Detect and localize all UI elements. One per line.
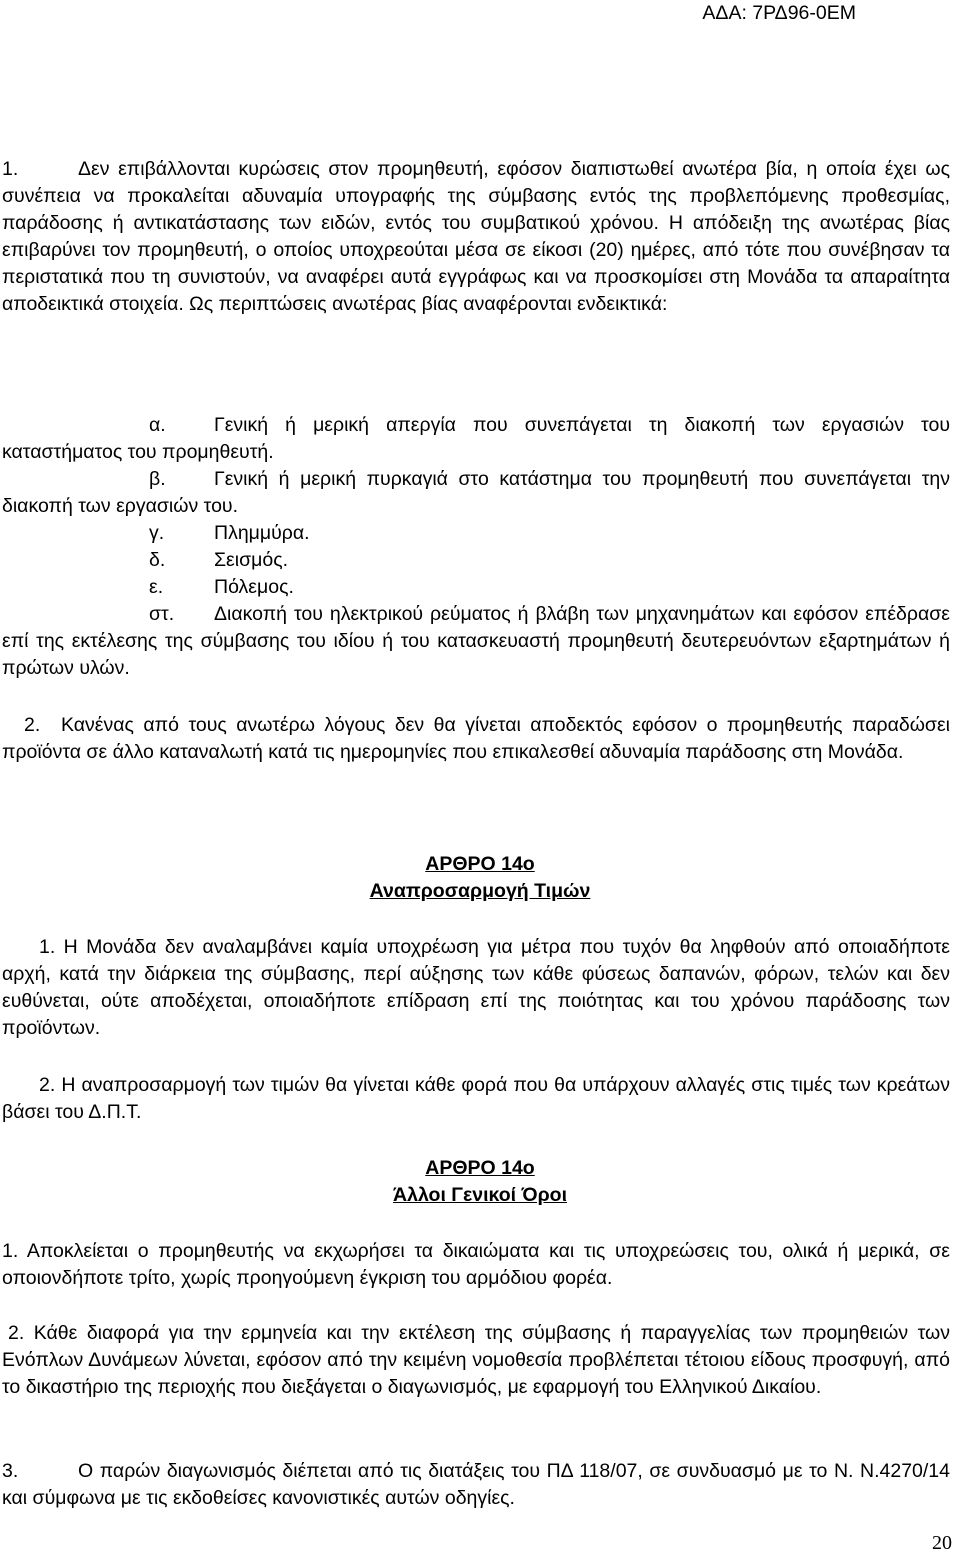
list-item-b [2,466,950,520]
article-general-paragraph-1: 1. Αποκλείεται ο προμηθευτής να εκχωρήσει τα δικαιώματα και τις υποχρεώσεις του, ολικά ή μερικά, σε οποιονδήποτε τρίτο, χωρίς προηγούμενη έγκριση του αρμόδιου φορέα. [2,1240,950,1289]
list-text: Γενική ή μερική πυρκαγιά στο κατάστημα του προμηθευτή που συνεπάγεται την διακοπή των εργασιών του. [2,468,950,517]
list-text: Πόλεμος. [214,576,294,598]
list-label: ε. [149,576,164,598]
list-text: Πλημμύρα. [214,522,310,544]
list-item-a [2,412,950,466]
list-text: Διακοπή του ηλεκτρικού ρεύματος ή βλάβη των μηχανημάτων και εφόσον επέδρασε επί της εκτέλεσης της σύμβασης του ιδίου ή του κατασκευαστή προμηθευτή δευτερευόντων εξαρτημάτων ή πρώτων υλών. [2,603,950,679]
list-item-c [2,520,950,547]
paragraph-text: Κανένας από τους ανωτέρω λόγους δεν θα γίνεται αποδεκτός εφόσον ο προμηθευτής παραδώσει προϊόντα σε άλλο καταναλωτή κατά τις ημερομηνίες που επικαλεσθεί αδυναμία παράδοσης στη Μονάδα. [2,714,950,763]
list-label: β. [149,468,166,490]
list-item-d [2,547,950,574]
article-price-heading: ΑΡΘΡΟ 14ο [425,853,535,875]
article-price-title: Αναπροσαρμογή Τιμών [369,880,591,902]
force-majeure-paragraph-1 [2,156,950,318]
ada-code: ΑΔΑ: 7ΡΔ96-0ΕΜ [702,2,856,24]
list-label: δ. [149,549,166,571]
force-majeure-paragraph-2 [2,712,950,766]
list-item-e [2,574,950,601]
list-text: Γενική ή μερική απεργία που συνεπάγεται τη διακοπή των εργασιών του καταστήματος του προμηθευτή. [2,414,950,463]
list-item-f [2,601,950,682]
list-text: Σεισμός. [214,549,289,571]
article-general-title: Άλλοι Γενικοί Όροι [393,1184,567,1206]
paragraph-number: 3. [2,1460,19,1482]
list-label: στ. [149,603,175,625]
article-general-paragraph-2: 2. Κάθε διαφορά για την ερμηνεία και την εκτέλεση της σύμβασης ή παραγγελίας των προμηθειών των Ενόπλων Δυνάμεων λύνεται, εφόσον από την κειμένη νομοθεσία προβλέπεται τέτοιου είδους προσφυγή, από το δικαστήριο της περιοχής που διεξάγεται ο διαγωνισμός, με εφαρμογή του Ελληνικού Δικαίου. [2,1322,950,1398]
paragraph-text: Δεν επιβάλλονται κυρώσεις στον προμηθευτή, εφόσον διαπιστωθεί ανωτέρα βία, η οποία έχει ως συνέπεια να προκαλείται αδυναμία υπογραφής της σύμβασης εντός της προβλεπόμενης προθεσμίας, παράδοσης ή αντικατάστασης των ειδών, εντός του συμβατικού χρόνου. Η απόδειξη της ανωτέρας βίας επιβαρύνει τον προμηθευτή, ο οποίος υποχρεούται μέσα σε είκοσι (20) ημέρες, από τότε που συνέβησαν τα περιστατικά που τη συνιστούν, να αναφέρει αυτά εγγράφως και να προσκομίσει στη Μονάδα τα απαραίτητα αποδεικτικά στοιχεία. Ως περιπτώσεις ανωτέρας βίας αναφέρονται ενδεικτικά: [2,158,950,315]
paragraph-text: Ο παρών διαγωνισμός διέπεται από τις διατάξεις του ΠΔ 118/07, σε συνδυασμό με το Ν. Ν.4270/14 και σύμφωνα με τις εκδοθείσες κανονιστικές αυτών οδηγίες. [2,1460,950,1509]
article-price-paragraph-1: 1. Η Μονάδα δεν αναλαμβάνει καμία υποχρέωση για μέτρα που τυχόν θα ληφθούν από οποιαδήποτε αρχή, κατά την διάρκεια της σύμβασης, περί αύξησης των κάθε φύσεως δαπανών, φόρων, τελών και δεν ευθύνεται, ούτε αποδέχεται, οποιαδήποτε επίδραση επί της ποιότητας και του χρόνου παράδοσης των προϊόντων. [2,936,950,1039]
page-number: 20 [932,1532,952,1554]
list-label: α. [149,414,166,436]
article-general-paragraph-3 [2,1458,950,1512]
paragraph-number: 2. [24,714,41,736]
paragraph-number: 1. [2,158,19,180]
article-price-paragraph-2: 2. Η αναπροσαρμογή των τιμών θα γίνεται κάθε φορά που θα υπάρχουν αλλαγές στις τιμές των κρεάτων βάσει του Δ.Π.Τ. [2,1074,950,1123]
list-label: γ. [149,522,165,544]
article-general-heading: ΑΡΘΡΟ 14ο [425,1157,535,1179]
